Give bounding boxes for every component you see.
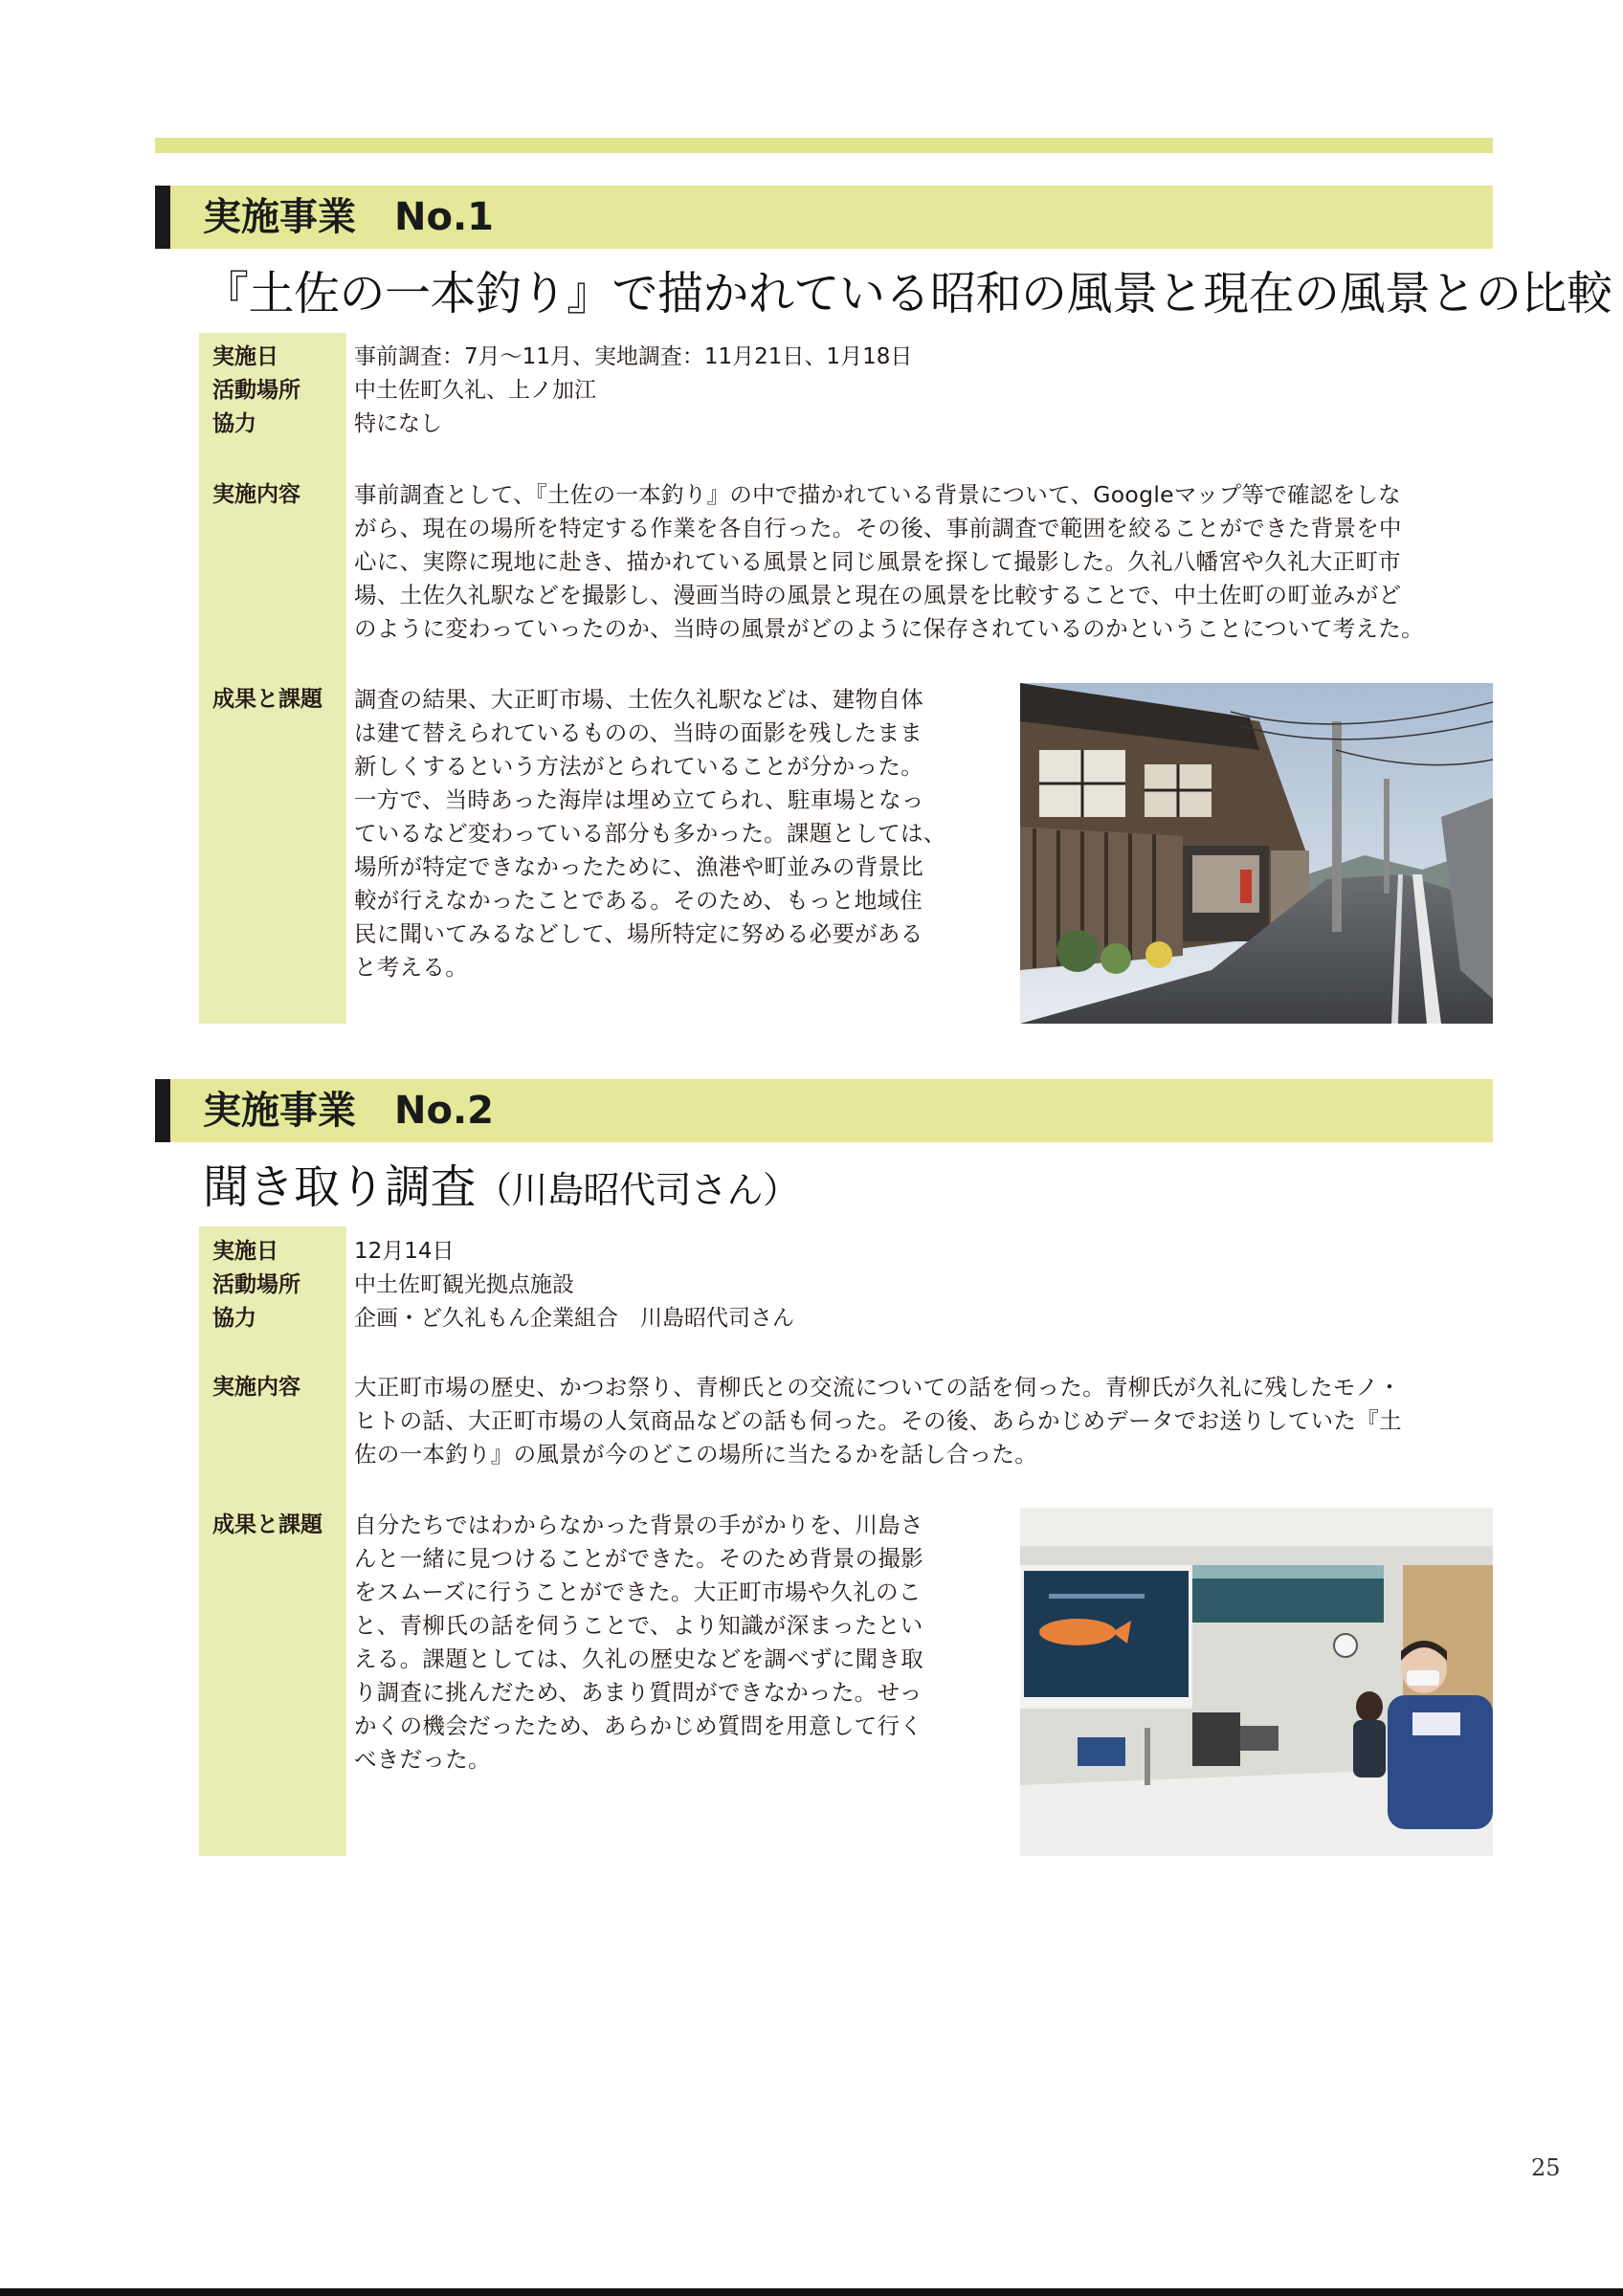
info-key: 活動場所 [212, 378, 300, 403]
section-label: 実施事業 No.2 [203, 1089, 494, 1133]
top-rule [155, 138, 1493, 153]
info-value: 12月14日 [354, 1239, 455, 1264]
text-line: 事前調査として、『土佐の一本釣り』の中で描かれている背景について、Googleマップ等で確認をしな [354, 481, 1401, 508]
info-key: 協力 [212, 411, 256, 436]
info-value: 事前調査：7月～11月、実地調査：11月21日、1月18日 [354, 344, 913, 369]
content-label: 実施内容 [212, 1375, 300, 1400]
info-value: 企画・ど久礼もん企業組合 川島昭代司さん [354, 1306, 794, 1331]
section-title: 『土佐の一本釣り』で描かれている昭和の風景と現在の風景との比較 [203, 267, 1612, 320]
section-title [203, 1150, 799, 1216]
results-text [354, 683, 1005, 984]
text-line: ているなど変わっている部分も多かった。課題としては、 [354, 820, 946, 847]
text-line: べきだった。 [354, 1746, 491, 1773]
page-number: 25 [1531, 2154, 1561, 2181]
content-text [354, 478, 1493, 646]
title-sub: （川島昭代司さん） [476, 1169, 799, 1211]
text-line: がら、現在の場所を特定する作業を各自行った。その後、事前調査で範囲を絞ることができた背景を中 [354, 515, 1402, 541]
section-bar-mark [155, 186, 170, 249]
bottom-border [0, 2288, 1623, 2296]
section-label: 実施事業 No.1 [203, 195, 494, 239]
text-line: 心に、実際に現地に赴き、描かれている風景と同じ風景を探して撮影した。久礼八幡宮や久礼大正町市 [354, 548, 1401, 575]
text-line: んと一緒に見つけることができた。そのため背景の撮影 [354, 1545, 923, 1572]
section-bar-2 [155, 1079, 1493, 1142]
info-key: 活動場所 [212, 1272, 300, 1297]
info-key: 実施日 [212, 1239, 278, 1264]
text-line: える。課題としては、久礼の歴史などを調べずに聞き取 [354, 1645, 923, 1672]
text-line: ヒトの話、大正町市場の人気商品などの話も伺った。その後、あらかじめデータでお送りしていた『土 [354, 1407, 1402, 1434]
text-line: 場所が特定できなかったために、漁港や町並みの背景比 [354, 853, 923, 880]
text-line: のように変わっていったのか、当時の風景がどのように保存されているのかということについて考えた。 [354, 615, 1424, 642]
content-text [354, 1371, 1493, 1471]
info-key: 協力 [212, 1306, 256, 1331]
results-text [354, 1509, 1005, 1777]
text-line: と考える。 [354, 954, 468, 981]
text-line: 大正町市場の歴史、かつお祭り、青柳氏との交流についての話を伺った。青柳氏が久礼に残したモノ・ [354, 1374, 1402, 1401]
text-line: 民に聞いてみるなどして、場所特定に努める必要がある [354, 920, 923, 947]
section-bar-1 [155, 186, 1493, 249]
info-value: 中土佐町久礼、上ノ加江 [354, 378, 596, 403]
text-line: 調査の結果、大正町市場、土佐久礼駅などは、建物自体 [354, 686, 923, 713]
interview-photo [1020, 1508, 1493, 1856]
results-label: 成果と課題 [212, 687, 322, 712]
street-photo [1020, 683, 1493, 1024]
text-line: かくの機会だったため、あらかじめ質問を用意して行く [354, 1712, 923, 1739]
section-bar-mark [155, 1079, 170, 1142]
text-line: をスムーズに行うことができた。大正町市場や久礼のこ [354, 1578, 922, 1605]
text-line: と、青柳氏の話を伺うことで、より知識が深まったとい [354, 1612, 923, 1639]
text-line: 新しくするという方法がとられていることが分かった。 [354, 753, 923, 780]
text-line: 自分たちではわからなかった背景の手がかりを、川島さ [354, 1512, 923, 1538]
text-line: 較が行えなかったことである。そのため、もっと地域住 [354, 887, 923, 914]
info-value: 中土佐町観光拠点施設 [354, 1272, 574, 1297]
info-key: 実施日 [212, 344, 278, 369]
title-main: 聞き取り調査 [203, 1160, 477, 1214]
text-line: は建て替えられているものの、当時の面影を残したまま [354, 719, 923, 746]
info-value: 特になし [354, 411, 442, 436]
text-line: 佐の一本釣り』の風景が今のどこの場所に当たるかを話し合った。 [354, 1441, 1037, 1468]
text-line: 場、土佐久礼駅などを撮影し、漫画当時の風景と現在の風景を比較することで、中土佐町の町並みがど [354, 582, 1402, 608]
content-label: 実施内容 [212, 482, 300, 507]
text-line: 一方で、当時あった海岸は埋め立てられ、駐車場となっ [354, 786, 924, 813]
text-line: り調査に挑んだため、あまり質問ができなかった。せっ [354, 1679, 923, 1706]
results-label: 成果と課題 [212, 1512, 322, 1537]
